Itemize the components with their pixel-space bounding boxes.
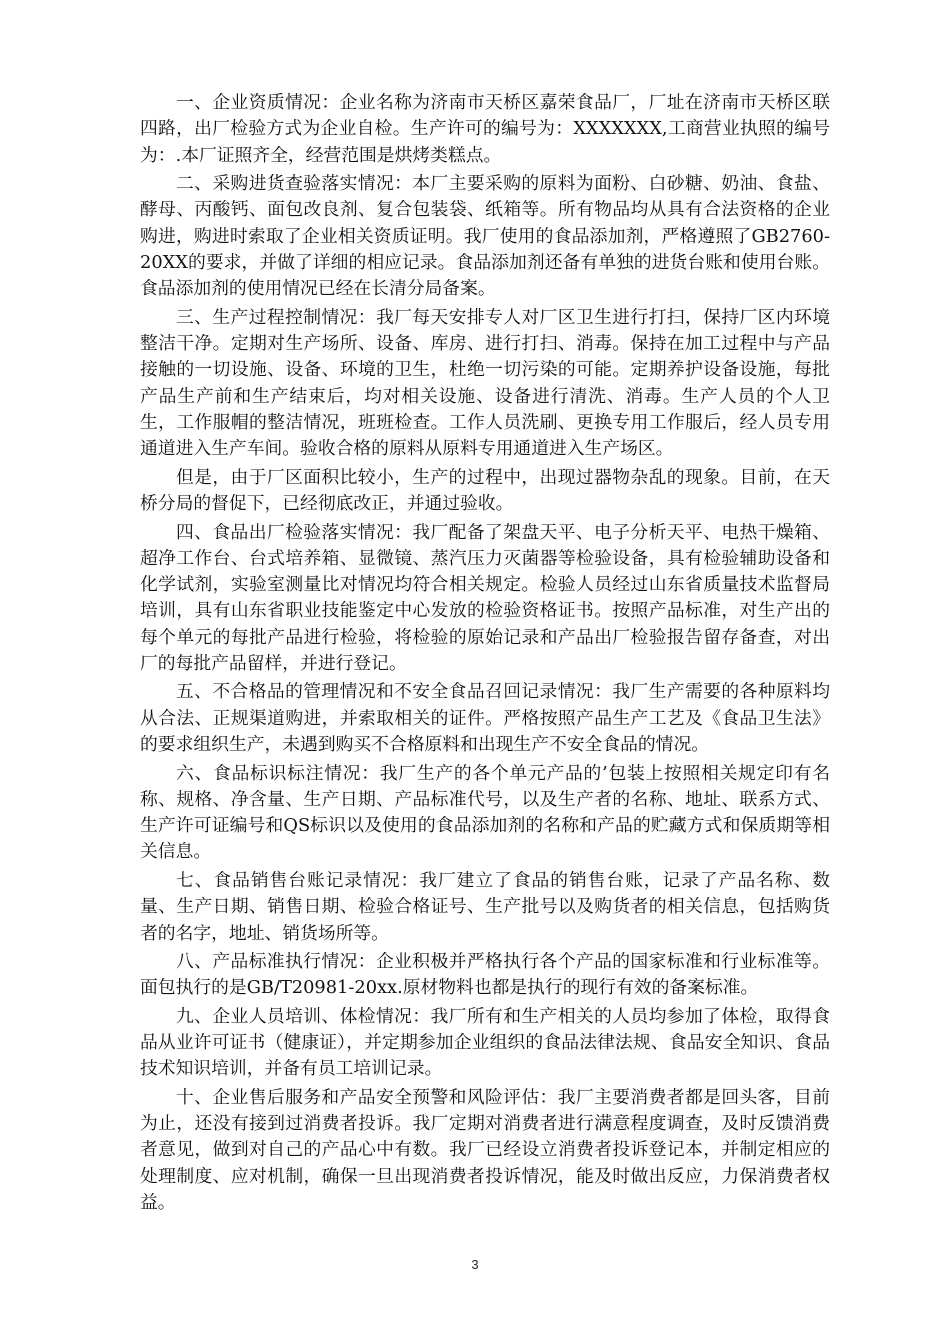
paragraph-standards: 八、产品标准执行情况：企业积极并严格执行各个产品的国家标准和行业标准等。面包执行的是GB/T20981-20xx.原材物料也都是执行的现行有效的备案标准。: [140, 951, 830, 999]
paragraph-factory-inspection: 四、食品出厂检验落实情况：我厂配备了架盘天平、电子分析天平、电热干燥箱、超净工作台、台式培养箱、显微镜、蒸汽压力灭菌器等检验设备，具有检验辅助设备和化学试剂，实验室测量比对情况均符合相关规定。检验人员经过山东省质量技术监督局培训，具有山东省职业技能鉴定中心发放的检验资格证书。按照产品标准，对生产出的每个单元的每批产品进行检验，将检验的原始记录和产品出厂检验报告留存备查，对出厂的每批产品留样，并进行登记。: [140, 521, 830, 674]
document-body: [140, 90, 830, 1219]
paragraph-labeling: 六、食品标识标注情况：我厂生产的各个单元产品的’包装上按照相关规定印有名称、规格、净含量、生产日期、产品标准代号，以及生产者的名称、地址、联系方式、生产许可证编号和QS标识以及使用的食品添加剂的名称和产品的贮藏方式和保质期等相关信息。: [140, 762, 830, 863]
paragraph-rectification: 但是，由于厂区面积比较小，生产的过程中，出现过器物杂乱的现象。目前，在天桥分局的督促下，已经彻底改正，并通过验收。: [140, 466, 830, 515]
paragraph-after-sales: 十、企业售后服务和产品安全预警和风险评估：我厂主要消费者都是回头客，目前为止，还没有接到过消费者投诉。我厂定期对消费者进行满意程度调查，及时反馈消费者意见，做到对自己的产品心中有数。我厂已经设立消费者投诉登记本，并制定相应的处理制度、应对机制，确保一旦出现消费者投诉情况，能及时做出反应，力保消费者权益。: [140, 1086, 830, 1214]
page-number: 3: [471, 1257, 479, 1272]
paragraph-training: 九、企业人员培训、体检情况：我厂所有和生产相关的人员均参加了体检，取得食品从业许可证书（健康证），并定期参加企业组织的食品法律法规、食品安全知识、食品技术知识培训，并备有员工培训记录。: [140, 1005, 830, 1080]
paragraph-production-control: 三、生产过程控制情况：我厂每天安排专人对厂区卫生进行打扫，保持厂区内环境整洁干净。定期对生产场所、设备、库房、进行打扫、消毒。保持在加工过程中与产品接触的一切设施、设备、环境的卫生，杜绝一切污染的可能。定期养护设备设施，每批产品生产前和生产结束后，均对相关设施、设备进行清洗、消毒。生产人员的个人卫生，工作服帽的整洁情况，班班检查。工作人员洗刷、更换专用工作服后，经人员专用通道进入生产车间。验收合格的原料从原料专用通道进入生产场区。: [140, 306, 830, 460]
paragraph-sales-ledger: 七、食品销售台账记录情况：我厂建立了食品的销售台账，记录了产品名称、数量、生产日期、销售日期、检验合格证号、生产批号以及购货者的相关信息，包括购货者的名字，地址、销货场所等。: [140, 869, 830, 944]
paragraph-qualification: 一、企业资质情况：企业名称为济南市天桥区嘉荣食品厂，厂址在济南市天桥区联四路，出厂检验方式为企业自检。生产许可的编号为：XXXXXXX,工商营业执照的编号为：.本厂证照齐全，经营范围是烘烤类糕点。: [140, 92, 830, 166]
paragraph-nonconforming-products: 五、不合格品的管理情况和不安全食品召回记录情况：我厂生产需要的各种原料均从合法、正规渠道购进，并索取相关的证件。严格按照产品生产工艺及《食品卫生法》的要求组织生产，未遇到购买不合格原料和出现生产不安全食品的情况。: [140, 681, 830, 756]
paragraph-purchasing: 二、采购进货查验落实情况：本厂主要采购的原料为面粉、白砂糖、奶油、食盐、酵母、丙酸钙、面包改良剂、复合包装袋、纸箱等。所有物品均从具有合法资格的企业购进，购进时索取了企业相关资质证明。我厂使用的食品添加剂，严格遵照了GB2760-20XX的要求，并做了详细的相应记录。食品添加剂还备有单独的进货台账和使用台账。食品添加剂的使用情况已经在长清分局备案。: [140, 173, 830, 300]
